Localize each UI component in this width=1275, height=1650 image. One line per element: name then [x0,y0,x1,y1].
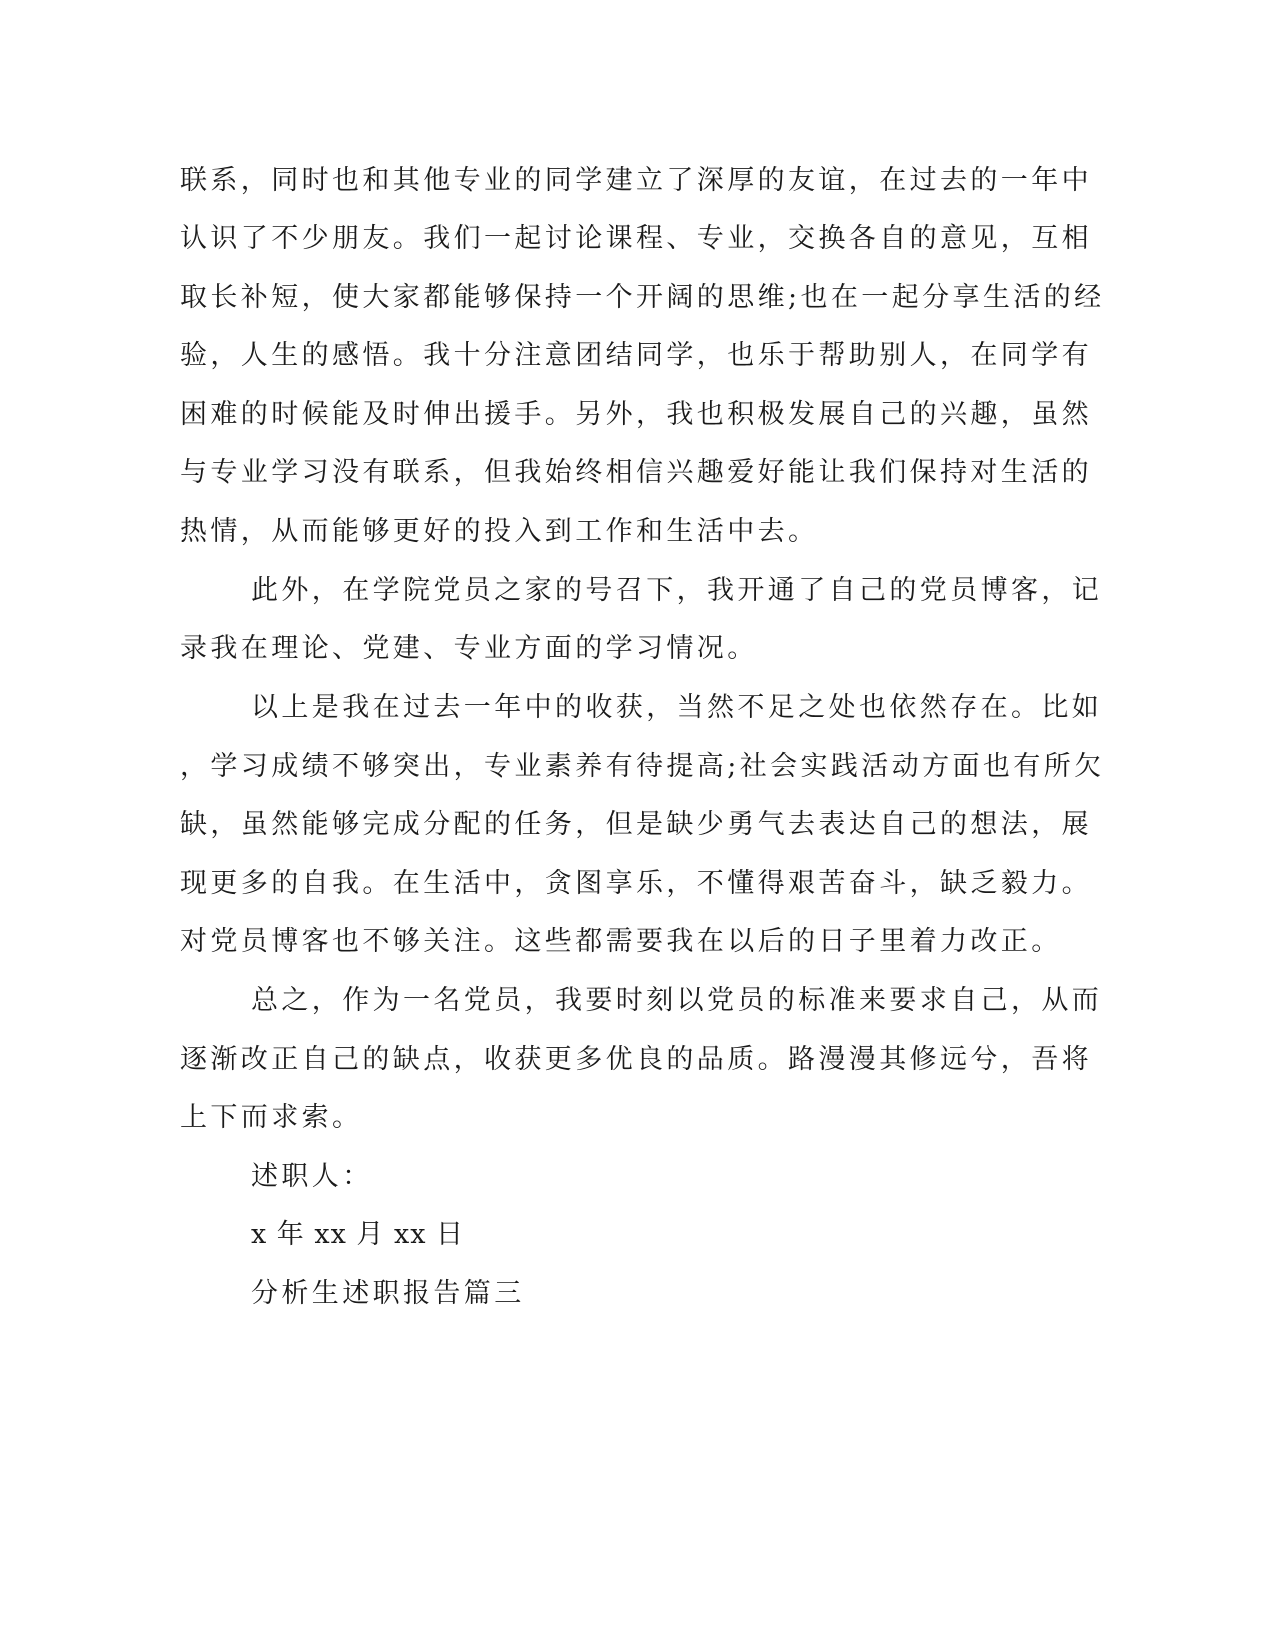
body-line-1: 联系，同时也和其他专业的同学建立了深厚的友谊，在过去的一年中 [180,165,1092,196]
body-line-10: 以上是我在过去一年中的收获，当然不足之处也依然存在。比如 [251,692,1103,723]
body-line-2: 认识了不少朋友。我们一起讨论课程、专业，交换各自的意见，互相 [180,223,1092,254]
body-line-15: 总之，作为一名党员，我要时刻以党员的标准来要求自己，从而 [251,985,1103,1016]
body-line-12: 缺，虽然能够完成分配的任务，但是缺少勇气去表达自己的想法，展 [180,809,1092,840]
body-line-3: 取长补短，使大家都能够保持一个开阔的思维;也在一起分享生活的经 [180,282,1105,313]
body-line-9: 录我在理论、党建、专业方面的学习情况。 [180,633,758,664]
body-line-6: 与专业学习没有联系，但我始终相信兴趣爱好能让我们保持对生活的 [180,457,1092,488]
body-line-16: 逐渐改正自己的缺点，收获更多优良的品质。路漫漫其修远兮，吾将 [180,1044,1092,1075]
signer-label: 述职人： [251,1161,373,1192]
body-line-14: 对党员博客也不够关注。这些都需要我在以后的日子里着力改正。 [180,926,1062,957]
body-line-13: 现更多的自我。在生活中，贪图享乐，不懂得艰苦奋斗，缺乏毅力。 [180,868,1092,899]
body-line-7: 热情，从而能够更好的投入到工作和生活中去。 [180,516,819,547]
body-line-4: 验，人生的感悟。我十分注意团结同学，也乐于帮助别人，在同学有 [180,340,1092,371]
body-line-8: 此外，在学院党员之家的号召下，我开通了自己的党员博客，记 [251,575,1103,606]
body-line-11: ，学习成绩不够突出，专业素养有待提高;社会实践活动方面也有所欠 [180,751,1105,782]
body-line-5: 困难的时候能及时伸出援手。另外，我也积极发展自己的兴趣，虽然 [180,399,1092,430]
date-line: x 年 xx 月 xx 日 [251,1219,465,1250]
section-title: 分析生述职报告篇三 [251,1278,525,1309]
body-line-17: 上下而求索。 [180,1102,363,1133]
